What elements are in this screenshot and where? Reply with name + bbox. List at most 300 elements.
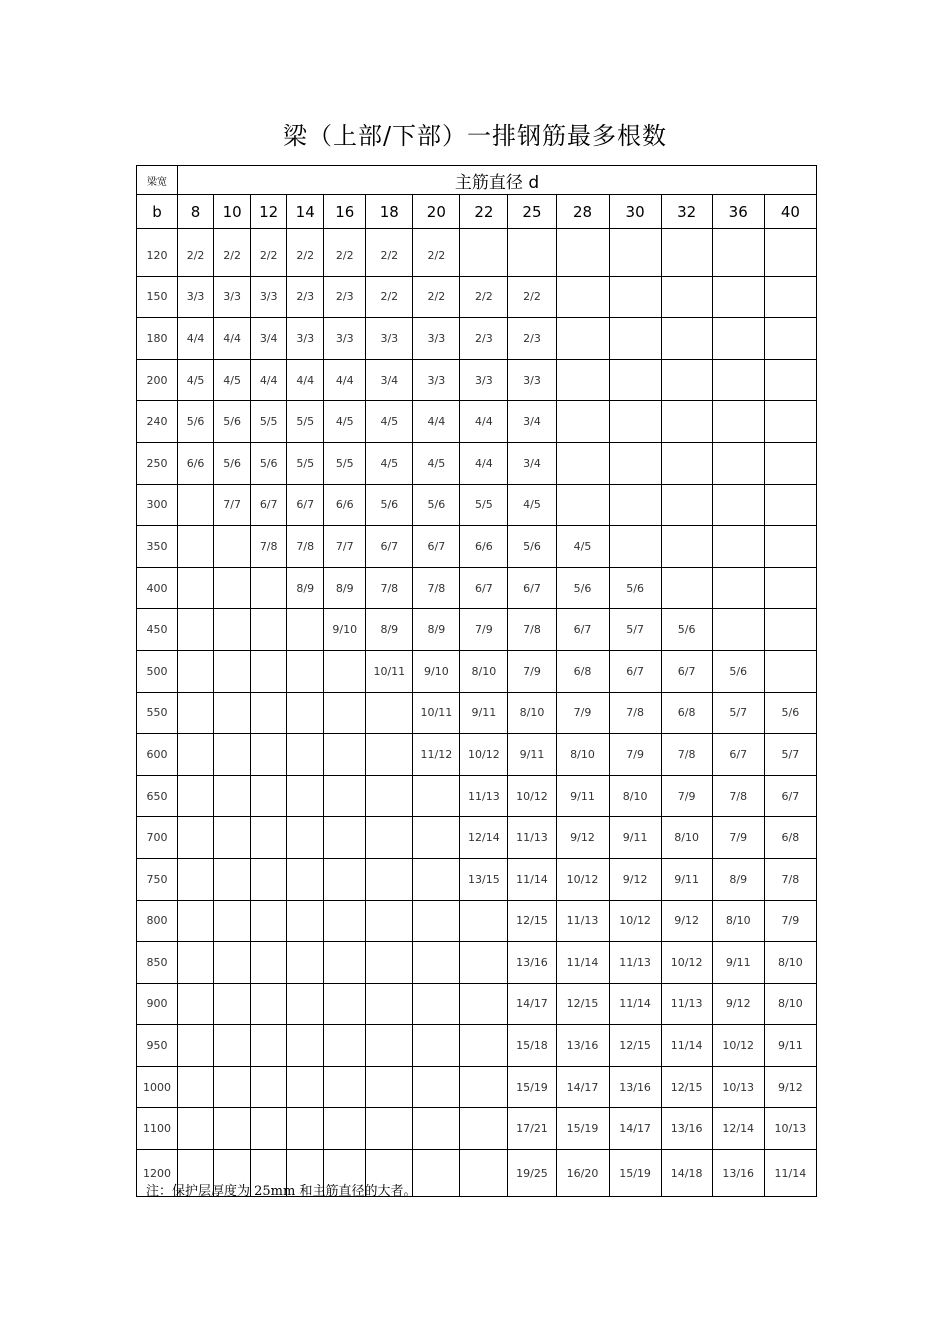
bar-count-cell (324, 942, 366, 984)
bar-count-cell (764, 567, 816, 609)
bar-count-cell (661, 567, 712, 609)
bar-count-cell: 7/8 (366, 567, 413, 609)
bar-count-cell: 5/6 (508, 526, 556, 568)
beam-width-cell: 150 (137, 276, 178, 318)
bar-count-cell: 8/9 (712, 858, 764, 900)
bar-count-cell: 10/13 (712, 1066, 764, 1108)
beam-width-cell: 400 (137, 567, 178, 609)
bar-count-cell (214, 817, 251, 859)
bar-count-cell (214, 567, 251, 609)
bar-count-cell: 11/13 (460, 775, 508, 817)
bar-count-cell (712, 526, 764, 568)
beam-width-cell: 850 (137, 942, 178, 984)
beam-width-cell: 700 (137, 817, 178, 859)
bar-count-cell (251, 775, 287, 817)
table-row (137, 983, 817, 1025)
bar-count-cell: 4/4 (460, 442, 508, 484)
bar-count-cell: 6/6 (460, 526, 508, 568)
bar-count-cell: 8/9 (366, 609, 413, 651)
beam-width-cell: 1000 (137, 1066, 178, 1108)
bar-count-cell: 3/4 (251, 318, 287, 360)
bar-count-cell (413, 1150, 460, 1197)
bar-count-cell: 4/5 (178, 359, 214, 401)
bar-count-cell: 9/12 (556, 817, 609, 859)
bar-count-cell (251, 817, 287, 859)
bar-count-cell (324, 775, 366, 817)
table-row (137, 442, 817, 484)
bar-count-cell: 10/12 (712, 1025, 764, 1067)
diameter-header-cell: 28 (556, 195, 609, 229)
bar-count-cell: 10/11 (366, 650, 413, 692)
bar-count-cell (251, 1066, 287, 1108)
bar-count-cell: 4/4 (413, 401, 460, 443)
bar-count-cell (460, 1150, 508, 1197)
bar-count-cell: 4/4 (178, 318, 214, 360)
bar-count-cell (609, 276, 661, 318)
bar-count-cell (460, 1108, 508, 1150)
bar-count-cell (366, 1025, 413, 1067)
bar-count-cell: 3/3 (251, 276, 287, 318)
bar-count-cell: 7/8 (764, 858, 816, 900)
bar-count-cell: 5/6 (413, 484, 460, 526)
table-row (137, 609, 817, 651)
bar-count-cell (609, 526, 661, 568)
bar-count-cell: 4/5 (214, 359, 251, 401)
bar-count-cell (251, 900, 287, 942)
diameter-header-cell: 20 (413, 195, 460, 229)
bar-count-cell (251, 942, 287, 984)
bar-count-cell: 14/17 (508, 983, 556, 1025)
bar-count-cell (609, 484, 661, 526)
bar-count-cell: 12/15 (661, 1066, 712, 1108)
bar-count-cell (324, 734, 366, 776)
diameter-header-cell: 16 (324, 195, 366, 229)
bar-count-cell: 8/9 (413, 609, 460, 651)
bar-count-cell: 15/18 (508, 1025, 556, 1067)
bar-count-cell (251, 609, 287, 651)
bar-count-cell: 10/12 (556, 858, 609, 900)
bar-count-cell: 11/12 (413, 734, 460, 776)
bar-count-cell: 11/14 (609, 983, 661, 1025)
bar-count-cell: 7/8 (661, 734, 712, 776)
bar-count-cell (214, 942, 251, 984)
bar-count-cell (366, 858, 413, 900)
bar-count-cell (214, 734, 251, 776)
bar-count-cell: 11/14 (661, 1025, 712, 1067)
beam-width-cell: 300 (137, 484, 178, 526)
bar-count-cell (324, 817, 366, 859)
bar-count-cell (324, 1025, 366, 1067)
bar-count-cell: 3/4 (508, 442, 556, 484)
bar-count-cell (287, 775, 324, 817)
bar-count-cell (764, 526, 816, 568)
bar-count-cell: 10/12 (460, 734, 508, 776)
bar-count-cell: 6/6 (178, 442, 214, 484)
bar-count-cell: 9/12 (661, 900, 712, 942)
bar-count-cell: 7/8 (508, 609, 556, 651)
bar-count-cell (460, 942, 508, 984)
beam-width-cell: 600 (137, 734, 178, 776)
bar-count-cell (712, 276, 764, 318)
bar-count-cell: 4/4 (214, 318, 251, 360)
bar-count-cell: 4/4 (287, 359, 324, 401)
bar-count-cell: 2/2 (413, 276, 460, 318)
bar-count-cell: 7/7 (214, 484, 251, 526)
bar-count-cell: 13/16 (508, 942, 556, 984)
bar-count-cell (251, 1025, 287, 1067)
rebar-table (136, 165, 817, 1197)
beam-width-cell: 250 (137, 442, 178, 484)
bar-count-cell (287, 692, 324, 734)
bar-count-cell: 7/8 (413, 567, 460, 609)
beam-width-cell: 900 (137, 983, 178, 1025)
bar-count-cell (214, 609, 251, 651)
table-row (137, 567, 817, 609)
bar-count-cell: 7/9 (764, 900, 816, 942)
bar-count-cell (764, 609, 816, 651)
bar-count-cell: 11/14 (556, 942, 609, 984)
bar-count-cell (178, 567, 214, 609)
table-row (137, 484, 817, 526)
main-rebar-header: 主筋直径 d (178, 166, 817, 195)
table-row (137, 817, 817, 859)
bar-count-cell: 2/2 (214, 229, 251, 277)
beam-width-cell: 200 (137, 359, 178, 401)
bar-count-cell: 8/9 (287, 567, 324, 609)
bar-count-cell: 9/11 (508, 734, 556, 776)
bar-count-cell: 2/3 (508, 318, 556, 360)
table-row (137, 650, 817, 692)
bar-count-cell (214, 1108, 251, 1150)
bar-count-cell: 3/3 (214, 276, 251, 318)
bar-count-cell: 13/16 (661, 1108, 712, 1150)
bar-count-cell (460, 900, 508, 942)
bar-count-cell: 8/10 (712, 900, 764, 942)
bar-count-cell: 7/8 (251, 526, 287, 568)
bar-count-cell: 12/14 (712, 1108, 764, 1150)
bar-count-cell (661, 359, 712, 401)
bar-count-cell: 17/21 (508, 1108, 556, 1150)
beam-width-cell: 350 (137, 526, 178, 568)
bar-count-cell: 5/6 (712, 650, 764, 692)
bar-count-cell (251, 1108, 287, 1150)
bar-count-cell: 13/16 (609, 1066, 661, 1108)
bar-count-cell (366, 942, 413, 984)
bar-count-cell (324, 1108, 366, 1150)
bar-count-cell (251, 567, 287, 609)
bar-count-cell: 6/7 (413, 526, 460, 568)
bar-count-cell: 9/11 (609, 817, 661, 859)
beam-width-cell: 450 (137, 609, 178, 651)
bar-count-cell: 8/10 (556, 734, 609, 776)
table-row (137, 942, 817, 984)
bar-count-cell (178, 526, 214, 568)
bar-count-cell: 11/14 (508, 858, 556, 900)
bar-count-cell (661, 229, 712, 277)
bar-count-cell: 4/5 (366, 401, 413, 443)
bar-count-cell (287, 900, 324, 942)
bar-count-cell (661, 318, 712, 360)
bar-count-cell: 6/7 (251, 484, 287, 526)
bar-count-cell: 11/13 (661, 983, 712, 1025)
bar-count-cell (324, 1066, 366, 1108)
bar-count-cell (324, 692, 366, 734)
diameter-header-cell: 36 (712, 195, 764, 229)
bar-count-cell (609, 318, 661, 360)
bar-count-cell: 5/6 (661, 609, 712, 651)
beam-width-cell: 550 (137, 692, 178, 734)
bar-count-cell: 4/5 (324, 401, 366, 443)
bar-count-cell: 4/4 (460, 401, 508, 443)
table-row (137, 276, 817, 318)
bar-count-cell (609, 359, 661, 401)
bar-count-cell: 2/2 (508, 276, 556, 318)
bar-count-cell: 8/9 (324, 567, 366, 609)
bar-count-cell: 7/9 (661, 775, 712, 817)
bar-count-cell (214, 983, 251, 1025)
bar-count-cell (661, 526, 712, 568)
bar-count-cell (556, 318, 609, 360)
bar-count-cell (661, 276, 712, 318)
bar-count-cell (366, 1108, 413, 1150)
bar-count-cell (366, 775, 413, 817)
table-body (137, 229, 817, 1197)
bar-count-cell: 10/13 (764, 1108, 816, 1150)
b-label: b (137, 195, 178, 229)
bar-count-cell (556, 442, 609, 484)
bar-count-cell (366, 817, 413, 859)
bar-count-cell (712, 609, 764, 651)
bar-count-cell: 5/6 (251, 442, 287, 484)
bar-count-cell: 3/3 (508, 359, 556, 401)
bar-count-cell: 6/7 (366, 526, 413, 568)
table-row (137, 734, 817, 776)
bar-count-cell (413, 900, 460, 942)
diameter-header-cell: 30 (609, 195, 661, 229)
bar-count-cell: 5/6 (366, 484, 413, 526)
beam-width-cell: 1100 (137, 1108, 178, 1150)
bar-count-cell (460, 1025, 508, 1067)
bar-count-cell (460, 1066, 508, 1108)
footnote: 注：保护层厚度为 25mm 和主筋直径的大者。 (146, 1184, 417, 1199)
bar-count-cell: 2/2 (287, 229, 324, 277)
table-row (137, 318, 817, 360)
bar-count-cell: 11/13 (508, 817, 556, 859)
beam-width-cell: 800 (137, 900, 178, 942)
table-row (137, 401, 817, 443)
bar-count-cell: 9/11 (661, 858, 712, 900)
bar-count-cell: 5/6 (609, 567, 661, 609)
bar-count-cell: 3/3 (324, 318, 366, 360)
bar-count-cell: 2/2 (413, 229, 460, 277)
bar-count-cell: 6/7 (508, 567, 556, 609)
bar-count-cell: 6/7 (661, 650, 712, 692)
bar-count-cell: 15/19 (609, 1150, 661, 1197)
table-row (137, 692, 817, 734)
bar-count-cell: 3/3 (413, 359, 460, 401)
bar-count-cell: 4/5 (556, 526, 609, 568)
bar-count-cell: 5/6 (214, 442, 251, 484)
bar-count-cell (287, 1108, 324, 1150)
bar-count-cell: 10/11 (413, 692, 460, 734)
diameter-header-cell: 22 (460, 195, 508, 229)
bar-count-cell (366, 983, 413, 1025)
table-row (137, 526, 817, 568)
bar-count-cell (712, 318, 764, 360)
bar-count-cell: 7/8 (287, 526, 324, 568)
bar-count-cell (214, 775, 251, 817)
bar-count-cell (324, 858, 366, 900)
bar-count-cell (214, 1025, 251, 1067)
diameter-header-cell: 18 (366, 195, 413, 229)
bar-count-cell (178, 817, 214, 859)
bar-count-cell (508, 229, 556, 277)
bar-count-cell (366, 734, 413, 776)
table-row (137, 1066, 817, 1108)
bar-count-cell (324, 983, 366, 1025)
bar-count-cell (214, 900, 251, 942)
page-title: 梁（上部/下部）一排钢筋最多根数 (282, 122, 668, 150)
bar-count-cell (366, 692, 413, 734)
bar-count-cell: 5/5 (287, 442, 324, 484)
bar-count-cell: 2/2 (460, 276, 508, 318)
bar-count-cell: 6/8 (764, 817, 816, 859)
bar-count-cell: 8/10 (508, 692, 556, 734)
table-row (137, 1108, 817, 1150)
table-row (137, 1025, 817, 1067)
beam-width-label: 梁宽 (137, 166, 178, 195)
bar-count-cell (712, 567, 764, 609)
bar-count-cell (764, 276, 816, 318)
bar-count-cell (178, 734, 214, 776)
bar-count-cell: 11/13 (609, 942, 661, 984)
bar-count-cell (460, 229, 508, 277)
bar-count-cell: 5/5 (251, 401, 287, 443)
bar-count-cell: 6/8 (556, 650, 609, 692)
bar-count-cell (556, 276, 609, 318)
bar-count-cell: 9/12 (764, 1066, 816, 1108)
bar-count-cell: 13/16 (712, 1150, 764, 1197)
bar-count-cell (178, 609, 214, 651)
bar-count-cell: 9/11 (764, 1025, 816, 1067)
bar-count-cell (413, 1025, 460, 1067)
bar-count-cell (413, 817, 460, 859)
bar-count-cell: 2/2 (251, 229, 287, 277)
bar-count-cell (178, 858, 214, 900)
bar-count-cell: 7/9 (556, 692, 609, 734)
bar-count-cell (712, 359, 764, 401)
bar-count-cell (287, 1025, 324, 1067)
bar-count-cell: 6/7 (460, 567, 508, 609)
bar-count-cell: 5/7 (609, 609, 661, 651)
bar-count-cell (609, 401, 661, 443)
bar-count-cell: 7/8 (712, 775, 764, 817)
bar-count-cell: 12/15 (508, 900, 556, 942)
bar-count-cell (764, 484, 816, 526)
bar-count-cell: 11/13 (556, 900, 609, 942)
bar-count-cell: 11/14 (764, 1150, 816, 1197)
bar-count-cell (324, 900, 366, 942)
diameter-header-cell: 12 (251, 195, 287, 229)
bar-count-cell (556, 229, 609, 277)
bar-count-cell: 6/7 (764, 775, 816, 817)
bar-count-cell (460, 983, 508, 1025)
bar-count-cell (413, 1066, 460, 1108)
bar-count-cell (556, 484, 609, 526)
bar-count-cell (712, 401, 764, 443)
bar-count-cell (366, 900, 413, 942)
bar-count-cell: 9/10 (324, 609, 366, 651)
bar-count-cell: 5/6 (178, 401, 214, 443)
bar-count-cell: 12/15 (609, 1025, 661, 1067)
bar-count-cell (178, 650, 214, 692)
diameter-header-cell: 14 (287, 195, 324, 229)
bar-count-cell (764, 650, 816, 692)
bar-count-cell: 3/3 (413, 318, 460, 360)
bar-count-cell: 7/7 (324, 526, 366, 568)
bar-count-cell (661, 401, 712, 443)
bar-count-cell: 2/2 (324, 229, 366, 277)
bar-count-cell: 3/4 (508, 401, 556, 443)
bar-count-cell (712, 229, 764, 277)
bar-count-cell (764, 318, 816, 360)
bar-count-cell: 9/10 (413, 650, 460, 692)
bar-count-cell (178, 942, 214, 984)
diameter-header-cell: 8 (178, 195, 214, 229)
bar-count-cell: 5/6 (764, 692, 816, 734)
bar-count-cell: 5/5 (460, 484, 508, 526)
table-row (137, 359, 817, 401)
bar-count-cell (251, 734, 287, 776)
bar-count-cell: 2/2 (366, 229, 413, 277)
bar-count-cell (324, 650, 366, 692)
bar-count-cell (251, 858, 287, 900)
bar-count-cell (556, 359, 609, 401)
bar-count-cell: 8/10 (661, 817, 712, 859)
bar-count-cell: 6/6 (324, 484, 366, 526)
beam-width-cell: 750 (137, 858, 178, 900)
bar-count-cell (287, 650, 324, 692)
bar-count-cell: 10/12 (661, 942, 712, 984)
bar-count-cell (764, 229, 816, 277)
bar-count-cell: 4/4 (324, 359, 366, 401)
beam-width-cell: 120 (137, 229, 178, 277)
bar-count-cell (178, 983, 214, 1025)
bar-count-cell (413, 942, 460, 984)
bar-count-cell: 16/20 (556, 1150, 609, 1197)
bar-count-cell: 14/18 (661, 1150, 712, 1197)
bar-count-cell (287, 609, 324, 651)
bar-count-cell: 10/12 (508, 775, 556, 817)
beam-width-cell: 240 (137, 401, 178, 443)
bar-count-cell: 9/11 (712, 942, 764, 984)
bar-count-cell (287, 734, 324, 776)
bar-count-cell: 5/7 (712, 692, 764, 734)
table-row (137, 900, 817, 942)
bar-count-cell: 13/16 (556, 1025, 609, 1067)
bar-count-cell: 2/3 (287, 276, 324, 318)
bar-count-cell: 8/10 (609, 775, 661, 817)
beam-width-cell: 500 (137, 650, 178, 692)
bar-count-cell (214, 692, 251, 734)
bar-count-cell (178, 900, 214, 942)
bar-count-cell: 13/15 (460, 858, 508, 900)
diameter-header-cell: 25 (508, 195, 556, 229)
diameter-header-cell: 32 (661, 195, 712, 229)
bar-count-cell: 12/15 (556, 983, 609, 1025)
bar-count-cell (413, 775, 460, 817)
bar-count-cell: 9/11 (556, 775, 609, 817)
